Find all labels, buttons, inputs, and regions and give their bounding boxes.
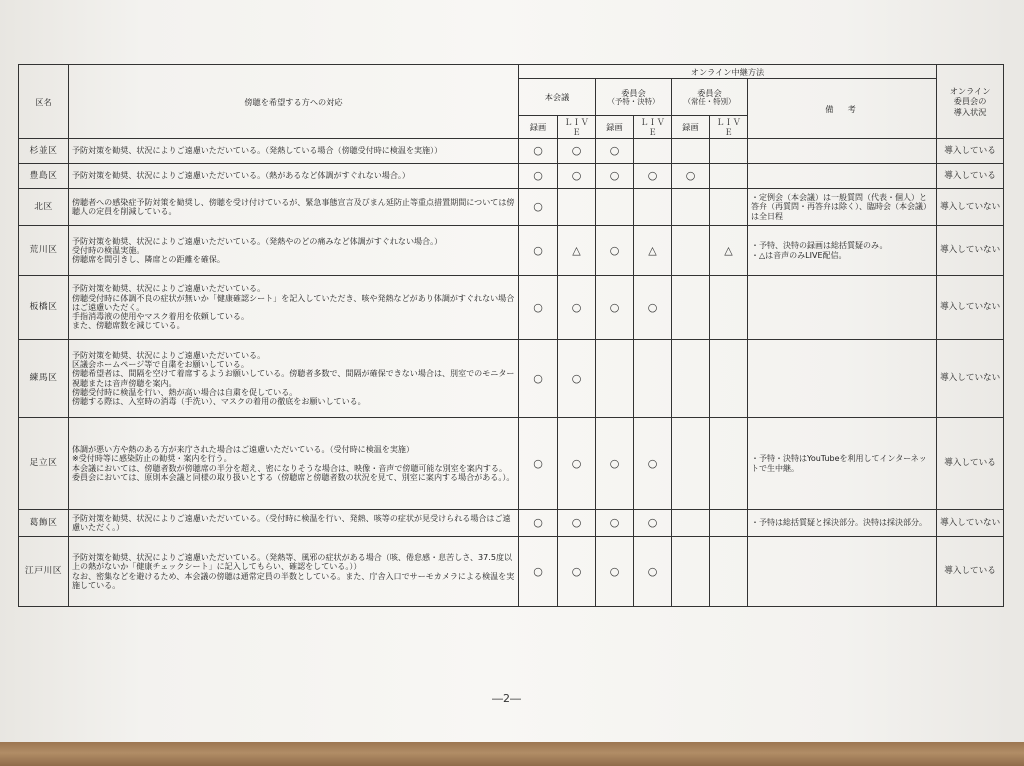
table-row <box>19 189 1004 226</box>
main-live-mark: △ <box>558 226 596 276</box>
main-recording-mark: ○ <box>519 189 558 226</box>
ward-cell: 江戸川区 <box>19 537 69 607</box>
ward-cell: 豊島区 <box>19 164 69 189</box>
committee-standing-live-mark <box>710 418 748 510</box>
table-row <box>19 276 1004 340</box>
committee-standing-recording-mark: ○ <box>672 164 710 189</box>
committee-standing-recording-mark <box>672 139 710 164</box>
committee-budget-live-mark: ○ <box>634 510 672 537</box>
committee-budget-recording-mark: ○ <box>596 537 634 607</box>
committee-standing-live-mark <box>710 189 748 226</box>
response-cell: 傍聴者への感染症予防対策を勧奨し、傍聴を受け付けているが、緊急事態宣言及びまん延防止等重点措置期間については傍聴人の定員を削減している。 <box>69 189 519 226</box>
table-row <box>19 164 1004 189</box>
committee-budget-subtitle: （予特・決特） <box>607 96 660 106</box>
ward-cell: 葛飾区 <box>19 510 69 537</box>
status-cell: 導入していない <box>937 340 1004 418</box>
page-number: ―2― <box>492 692 521 705</box>
main-recording-mark: ○ <box>519 139 558 164</box>
committee-budget-live-mark <box>634 340 672 418</box>
remarks-cell <box>748 164 937 189</box>
recording-header: 録画 <box>596 116 634 139</box>
committee-standing-recording-mark <box>672 226 710 276</box>
ward-cell: 杉並区 <box>19 139 69 164</box>
status-cell: 導入している <box>937 164 1004 189</box>
main-live-mark: ○ <box>558 340 596 418</box>
table-row <box>19 510 1004 537</box>
committee-budget-live-mark <box>634 139 672 164</box>
live-header: ＬＩＶＥ <box>634 116 672 139</box>
committee-standing-live-mark <box>710 537 748 607</box>
ward-cell: 北区 <box>19 189 69 226</box>
main-live-mark: ○ <box>558 418 596 510</box>
status-cell: 導入していない <box>937 276 1004 340</box>
recording-header: 録画 <box>519 116 558 139</box>
response-cell: 予防対策を勧奨、状況によりご遠慮いただいている。（発熱している場合（傍聴受付時に検温を実施）） <box>69 139 519 164</box>
remarks-header: 備 考 <box>748 79 937 139</box>
live-header: ＬＩＶＥ <box>710 116 748 139</box>
committee-budget-recording-mark: ○ <box>596 276 634 340</box>
committee-standing-recording-mark <box>672 340 710 418</box>
status-cell: 導入していない <box>937 189 1004 226</box>
committee-standing-recording-mark <box>672 537 710 607</box>
response-cell: 体調が悪い方や熱のある方が来庁された場合はご遠慮いただいている。（受付時に検温を実施） ※受付時等に感染防止の勧奨・案内を行う。 本会議においては、傍聴者数が傍聴席の半分を超え、密になりそうな場合は、映像・音声で傍聴可能な別室を案内する。 委員会においては、原則本会議と同様の取り扱いとする（傍聴席と傍聴者数の状況を見て、別室に案内する場合がある。）。 <box>69 418 519 510</box>
committee-standing-header <box>672 79 748 116</box>
main-recording-mark: ○ <box>519 226 558 276</box>
remarks-cell: ・予特は総括質疑と採決部分。決特は採決部分。 <box>748 510 937 537</box>
committee-budget-recording-mark: ○ <box>596 418 634 510</box>
response-cell: 予防対策を勧奨、状況によりご遠慮いただいている。（発熱等、風邪の症状がある場合（咳、倦怠感・息苦しさ、37.5度以上の熱がないか「健康チェックシート」に記入してもらい、確認をしている。）） なお、密集などを避けるため、本会議の傍聴は通常定員の半数としている。また、庁舎入口でサーモカメラによる検温を実施している。 <box>69 537 519 607</box>
response-cell: 予防対策を勧奨、状況によりご遠慮いただいている。（発熱やのどの痛みなど体調がすぐれない場合。） 受付時の検温実施。 傍聴席を間引きし、隣席との距離を確保。 <box>69 226 519 276</box>
committee-budget-recording-mark: ○ <box>596 139 634 164</box>
committee-standing-live-mark <box>710 276 748 340</box>
main-live-mark <box>558 189 596 226</box>
committee-budget-live-mark: ○ <box>634 537 672 607</box>
status-cell: 導入している <box>937 418 1004 510</box>
status-cell: 導入している <box>937 139 1004 164</box>
remarks-cell <box>748 139 937 164</box>
table-row <box>19 537 1004 607</box>
council-response-table <box>18 64 1004 607</box>
committee-budget-recording-mark <box>596 189 634 226</box>
response-cell: 予防対策を勧奨、状況によりご遠慮いただいている。 傍聴受付時に体調不良の症状が無いか「健康確認シート」を記入していただき、咳や発熱などがあり体調がすぐれない場合はご遠慮いただく。 手指消毒液の使用やマスク着用を依頼している。 また、傍聴席数を減じている。 <box>69 276 519 340</box>
main-meeting-header: 本会議 <box>519 79 596 116</box>
table-row <box>19 340 1004 418</box>
recording-header: 録画 <box>672 116 710 139</box>
live-header: ＬＩＶＥ <box>558 116 596 139</box>
ward-cell: 荒川区 <box>19 226 69 276</box>
committee-standing-recording-mark <box>672 276 710 340</box>
committee-standing-live-mark: △ <box>710 226 748 276</box>
committee-budget-live-mark <box>634 189 672 226</box>
committee-budget-recording-mark: ○ <box>596 510 634 537</box>
committee-standing-title: 委員会 <box>697 87 722 98</box>
committee-standing-live-mark <box>710 164 748 189</box>
committee-budget-live-mark: ○ <box>634 164 672 189</box>
status-cell: 導入していない <box>937 510 1004 537</box>
main-recording-mark: ○ <box>519 340 558 418</box>
committee-budget-recording-mark: ○ <box>596 164 634 189</box>
remarks-cell: ・定例会（本会議）は一般質問（代表・個人）と答弁（再質問・再答弁は除く）、臨時会（本会議）は全日程 <box>748 189 937 226</box>
ward-cell: 板橋区 <box>19 276 69 340</box>
remarks-cell <box>748 537 937 607</box>
main-live-mark: ○ <box>558 139 596 164</box>
committee-budget-recording-mark: ○ <box>596 226 634 276</box>
committee-budget-title: 委員会 <box>621 87 646 98</box>
remarks-cell <box>748 340 937 418</box>
table-row <box>19 226 1004 276</box>
committee-standing-recording-mark <box>672 189 710 226</box>
committee-standing-live-mark <box>710 340 748 418</box>
ward-cell: 練馬区 <box>19 340 69 418</box>
main-recording-mark: ○ <box>519 537 558 607</box>
main-recording-mark: ○ <box>519 276 558 340</box>
remarks-cell <box>748 276 937 340</box>
committee-budget-header <box>596 79 672 116</box>
committee-standing-live-mark <box>710 510 748 537</box>
status-cell: 導入していない <box>937 226 1004 276</box>
table-row <box>19 418 1004 510</box>
remarks-cell: ・予特、決特の録画は総括質疑のみ。 ・△は音声のみLIVE配信。 <box>748 226 937 276</box>
main-live-mark: ○ <box>558 164 596 189</box>
ward-cell: 足立区 <box>19 418 69 510</box>
committee-standing-subtitle: （常任・特別） <box>683 96 736 106</box>
response-cell: 予防対策を勧奨、状況によりご遠慮いただいている。 区議会ホームページ等で自粛をお願いしている。 傍聴希望者は、間隔を空けて着席するようお願いしている。傍聴者多数で、間隔が確保できない場合は、別室でのモニター視聴または音声傍聴を案内。 傍聴受付時に検温を行い、熱が高い場合は自粛を促している。 傍聴する際は、入室時の消毒（手洗い）、マスクの着用の徹底をお願いしている。 <box>69 340 519 418</box>
committee-standing-live-mark <box>710 139 748 164</box>
committee-budget-live-mark: ○ <box>634 276 672 340</box>
main-live-mark: ○ <box>558 510 596 537</box>
committee-standing-recording-mark <box>672 510 710 537</box>
main-live-mark: ○ <box>558 537 596 607</box>
main-recording-mark: ○ <box>519 510 558 537</box>
main-recording-mark: ○ <box>519 418 558 510</box>
online-method-header: オンライン中継方法 <box>519 65 937 79</box>
response-header: 傍聴を希望する方への対応 <box>69 65 519 139</box>
response-cell: 予防対策を勧奨、状況によりご遠慮いただいている。（受付時に検温を行い、発熱、咳等の症状が見受けられる場合はご遠慮いただく。） <box>69 510 519 537</box>
status-header: オンライン 委員会の 導入状況 <box>937 65 1004 139</box>
committee-budget-live-mark: △ <box>634 226 672 276</box>
table-row <box>19 139 1004 164</box>
main-recording-mark: ○ <box>519 164 558 189</box>
main-live-mark: ○ <box>558 276 596 340</box>
committee-budget-recording-mark <box>596 340 634 418</box>
committee-budget-live-mark: ○ <box>634 418 672 510</box>
remarks-cell: ・予特・決特はYouTubeを利用してインターネットで生中継。 <box>748 418 937 510</box>
committee-standing-recording-mark <box>672 418 710 510</box>
status-cell: 導入している <box>937 537 1004 607</box>
ward-header: 区名 <box>19 65 69 139</box>
table-surface <box>0 742 1024 766</box>
response-cell: 予防対策を勧奨、状況によりご遠慮いただいている。（熱があるなど体調がすぐれない場合。） <box>69 164 519 189</box>
